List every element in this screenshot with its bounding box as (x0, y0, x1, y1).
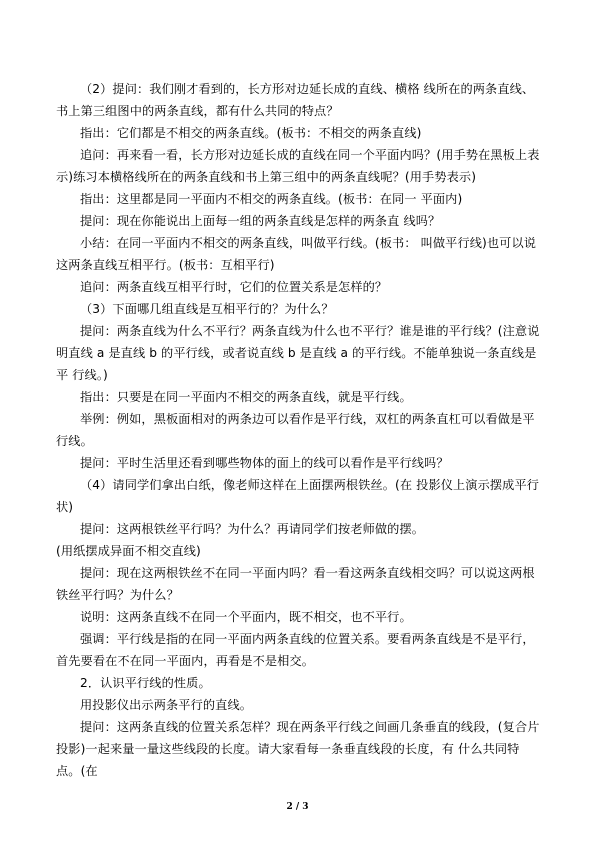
paragraph-point-out-1: 指出：它们都是不相交的两条直线。(板书：不相交的两条直线) (80, 126, 422, 140)
paragraph-section-3: （3）下面哪几组直线是互相平行的？为什么？ (80, 302, 334, 316)
paragraph-question-8: 提问：这两条直线的位置关系怎样？现在两条平行线之间画几条垂直的线段，(复合片投影)一起来量一量这些线段的长度。请大家看每一条垂直线段的长度，有 什么共同特点。(在 (56, 720, 540, 778)
paragraph-point-out-3: 指出：只要是在同一平面内不相交的两条直线，就是平行线。 (80, 390, 412, 404)
paragraph-question-4: 提问：两条直线为什么不平行？两条直线为什么也不平行？谁是谁的平行线？(注意说明直线 a 是直线 b 的平行线，或者说直线 b 是直线 a 的平行线。不能单独说一条直线是平 行线。) (56, 324, 540, 382)
paragraph-section-4: （4）请同学们拿出白纸，像老师这样在上面摆两根铁丝。(在 投影仪上演示摆成平行状) (56, 478, 540, 514)
page-number: 2 / 3 (286, 802, 309, 812)
paragraph-question-3: 提问：现在你能说出上面每一组的两条直线是怎样的两条直 线吗？ (80, 214, 441, 228)
document-body (56, 78, 540, 782)
paragraph-question-5: 提问：平时生活里还看到哪些物体的面上的线可以看作是平行线吗？ (80, 456, 449, 470)
paragraph-note: (用纸摆成异面不相交直线) (56, 544, 201, 558)
paragraph-emphasis: 强调：平行线是指的在同一平面内两条直线的位置关系。要看两条直线是不是平行，首先要看在不在同一平面内，再看是不是相交。 (56, 632, 535, 668)
paragraph-follow-up-2: 追问：两条直线互相平行时，它们的位置关系是怎样的？ (80, 280, 388, 294)
paragraph-section-heading-2: 2．认识平行线的性质。 (80, 676, 211, 690)
paragraph-question-6: 提问：这两根铁丝平行吗？为什么？再请同学们按老师做的摆。 (80, 522, 425, 536)
paragraph-projector: 用投影仪出示两条平行的直线。 (80, 698, 253, 712)
paragraph-point-out-2: 指出：这里都是同一平面内不相交的两条直线。(板书：在同一 平面内) (80, 192, 463, 206)
paragraph-explanation: 说明：这两条直线不在同一个平面内，既不相交，也不平行。 (80, 610, 412, 624)
paragraph-follow-up-1: 追问：再来看一看，长方形对边延长成的直线在同一个平面内吗？(用手势在黑板上表示)练习本横格线所在的两条直线和书上第三组中的两条直线呢？(用手势表示) (56, 148, 540, 184)
paragraph-example: 举例：例如，黑板面相对的两条边可以看作是平行线，双杠的两条直杠可以看做是平行线。 (56, 412, 535, 448)
paragraph-summary: 小结：在同一平面内不相交的两条直线，叫做平行线。(板书： 叫做平行线)也可以说这两条直线互相平行。(板书：互相平行) (56, 236, 537, 272)
paragraph-question-2: （2）提问：我们刚才看到的，长方形对边延长成的直线、横格 线所在的两条直线、书上第三组图中的两条直线，都有什么共同的特点？ (56, 82, 535, 118)
paragraph-question-7: 提问：现在这两根铁丝不在同一平面内吗？看一看这两条直线相交吗？可以说这两根铁丝平行吗？为什么？ (56, 566, 535, 602)
